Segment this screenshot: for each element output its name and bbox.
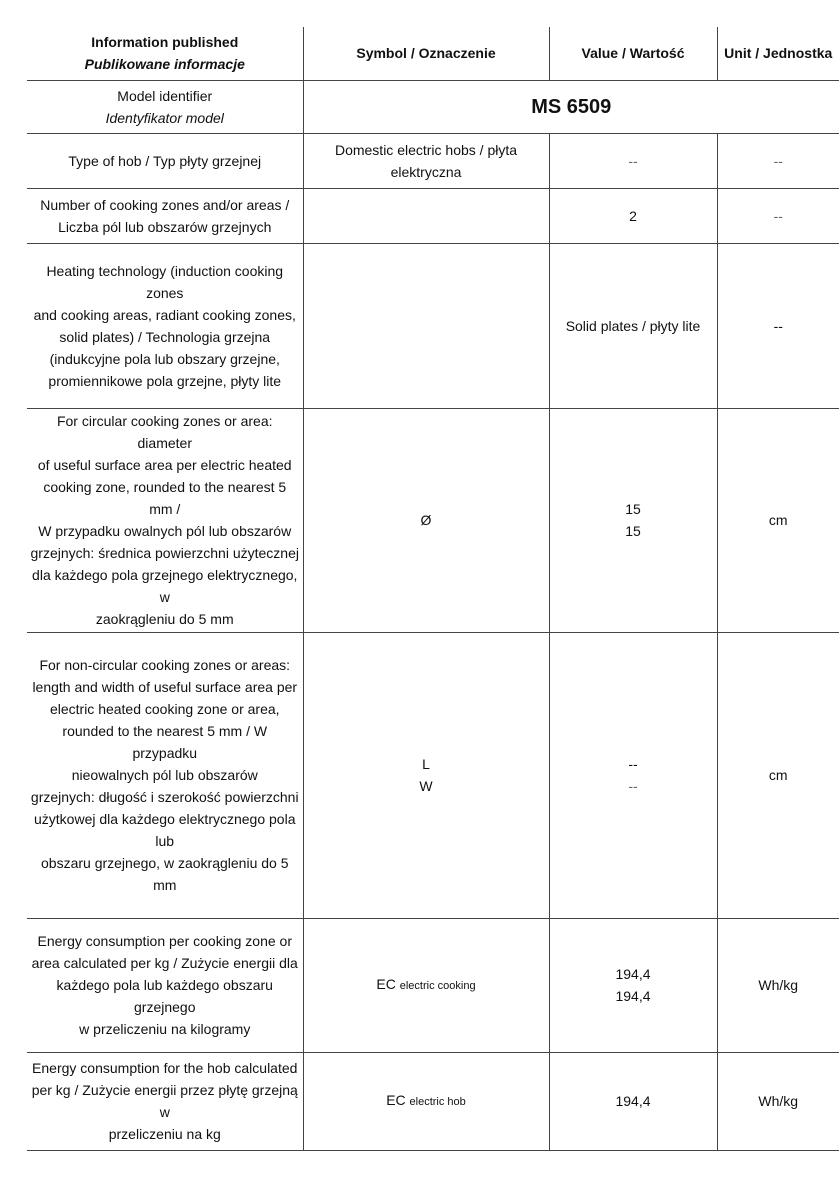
row-info: For non-circular cooking zones or areas: length and width of useful surface area per electric heated cooking zone or area, rounded to the nearest 5 mm / W przypadku nieowalnych pól lub obszarów grzejnych: długość i szerokość powierzchni użytkowej dla każdego elektrycznego pola lub obszaru grzejnego, w zaokrągleniu do 5 mm xyxy=(27,632,303,918)
row-unit: -- xyxy=(717,243,839,408)
row-info: Number of cooking zones and/or areas / Liczba pól lub obszarów grzejnych xyxy=(27,188,303,243)
row-unit: Wh/kg xyxy=(717,918,839,1052)
row-unit: Wh/kg xyxy=(717,1052,839,1150)
row-value: Solid plates / płyty lite xyxy=(549,243,717,408)
model-value: MS 6509 xyxy=(303,80,839,133)
table-row xyxy=(27,1052,839,1150)
row-info: Energy consumption per cooking zone or area calculated per kg / Zużycie energii dla każdego pola lub każdego obszaru grzejnego w przeliczeniu na kilogramy xyxy=(27,918,303,1052)
table-row xyxy=(27,918,839,1052)
row-unit: -- xyxy=(717,133,839,188)
row-value: -- -- xyxy=(549,632,717,918)
model-label-pl: Identyfikator model xyxy=(105,109,224,126)
row-symbol xyxy=(303,243,549,408)
row-info: Type of hob / Typ płyty grzejnej xyxy=(27,133,303,188)
header-info-en: Information published xyxy=(91,34,239,51)
row-unit: -- xyxy=(717,188,839,243)
row-symbol: EC electric hob xyxy=(303,1052,549,1150)
row-symbol: Domestic electric hobs / płyta elektryczna xyxy=(303,133,549,188)
header-info xyxy=(27,27,303,80)
table-row xyxy=(27,632,839,918)
header-unit: Unit / Jednostka xyxy=(717,27,839,80)
table-row xyxy=(27,408,839,632)
table-row xyxy=(27,133,839,188)
row-unit: cm xyxy=(717,632,839,918)
specification-table xyxy=(27,27,839,1151)
header-symbol: Symbol / Oznaczenie xyxy=(303,27,549,80)
row-info: Heating technology (induction cooking zones and cooking areas, radiant cooking zones, solid plates) / Technologia grzejna (indukcyjne pola lub obszary grzejne, promiennikowe pola grzejne, płyty lite xyxy=(27,243,303,408)
model-label xyxy=(27,80,303,133)
row-symbol: Ø xyxy=(303,408,549,632)
row-symbol xyxy=(303,188,549,243)
row-value: 194,4 194,4 xyxy=(549,918,717,1052)
row-unit: cm xyxy=(717,408,839,632)
row-value: 194,4 xyxy=(549,1052,717,1150)
header-info-pl: Publikowane informacje xyxy=(84,56,245,73)
header-row xyxy=(27,27,839,80)
row-info: For circular cooking zones or area: diameter of useful surface area per electric heated cooking zone, rounded to the nearest 5 mm / W przypadku owalnych pól lub obszarów grzejnych: średnica powierzchni użytecznej dla każdego pola grzejnego elektrycznego, w zaokrągleniu do 5 mm xyxy=(27,408,303,632)
model-row xyxy=(27,80,839,133)
row-value: 15 15 xyxy=(549,408,717,632)
table-row xyxy=(27,243,839,408)
model-label-en: Model identifier xyxy=(117,87,213,104)
row-symbol: L W xyxy=(303,632,549,918)
table-row xyxy=(27,188,839,243)
row-symbol: EC electric cooking xyxy=(303,918,549,1052)
header-value: Value / Wartość xyxy=(549,27,717,80)
row-value: -- xyxy=(549,133,717,188)
row-info: Energy consumption for the hob calculated per kg / Zużycie energii przez płytę grzejną w przeliczeniu na kg xyxy=(27,1052,303,1150)
row-value: 2 xyxy=(549,188,717,243)
